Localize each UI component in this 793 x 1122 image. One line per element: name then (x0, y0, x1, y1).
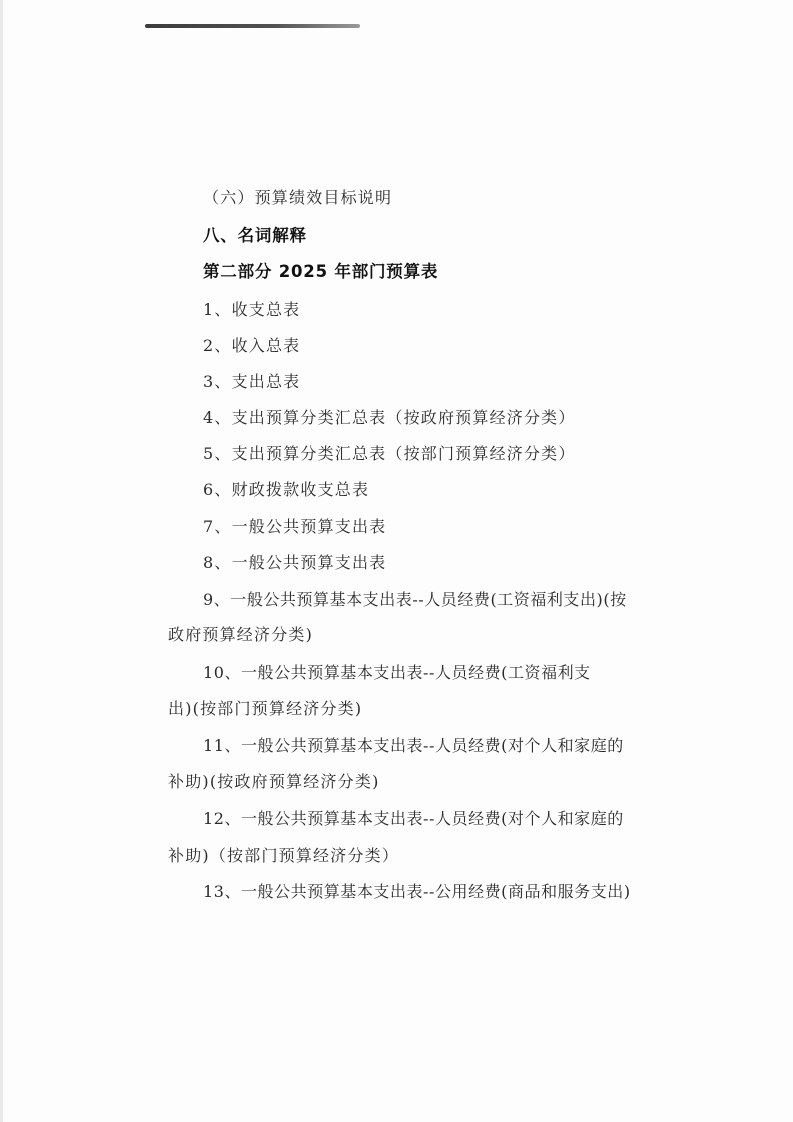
part-heading-budget-tables: 第二部分 2025 年部门预算表 (203, 262, 439, 281)
list-item-continuation: 补助)(按政府预算经济分类) (168, 772, 380, 791)
list-item: 11、一般公共预算基本支出表--人员经费(对个人和家庭的 (203, 736, 624, 755)
list-item-continuation: 政府预算经济分类) (168, 625, 314, 644)
list-item-continuation: 补助)（按部门预算经济分类） (168, 846, 400, 865)
list-item: 1、收支总表 (203, 300, 301, 319)
scan-mark (145, 24, 360, 28)
list-item: 7、一般公共预算支出表 (203, 517, 387, 536)
list-item: 6、财政拨款收支总表 (203, 480, 370, 499)
list-item: 9、一般公共预算基本支出表--人员经费(工资福利支出)(按 (203, 590, 627, 609)
scan-edge (0, 0, 3, 1122)
subsection-performance-goals: （六）预算绩效目标说明 (203, 188, 393, 207)
section-heading-glossary: 八、名词解释 (203, 226, 307, 245)
list-item: 12、一般公共预算基本支出表--人员经费(对个人和家庭的 (203, 809, 624, 828)
list-item-continuation: 出)(按部门预算经济分类) (168, 699, 363, 718)
list-item: 5、支出预算分类汇总表（按部门预算经济分类） (203, 444, 576, 463)
list-item: 3、支出总表 (203, 372, 301, 391)
list-item: 2、收入总表 (203, 336, 301, 355)
list-item: 13、一般公共预算基本支出表--公用经费(商品和服务支出) (203, 882, 631, 901)
list-item: 8、一般公共预算支出表 (203, 553, 387, 572)
list-item: 4、支出预算分类汇总表（按政府预算经济分类） (203, 408, 576, 427)
list-item: 10、一般公共预算基本支出表--人员经费(工资福利支 (203, 663, 591, 682)
